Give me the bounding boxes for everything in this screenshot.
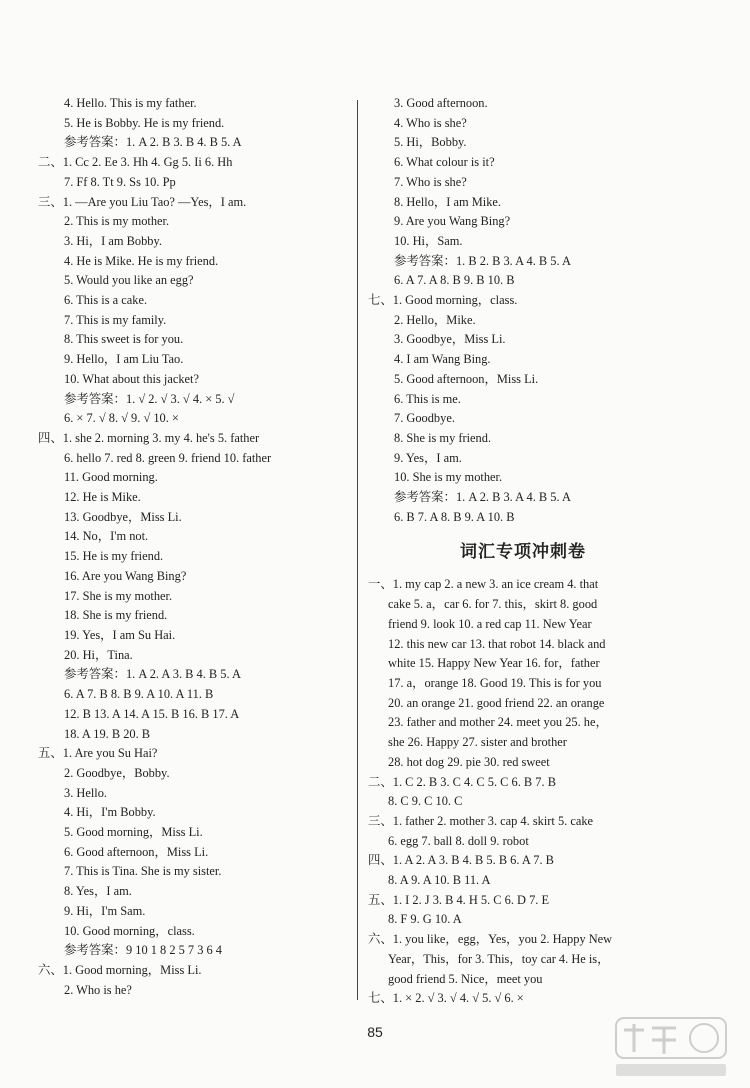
section-marker: 七、 xyxy=(368,293,393,308)
answer-text: 16. Are you Wang Bing? xyxy=(64,568,187,583)
answer-text: 3. Hello. xyxy=(64,785,108,800)
answer-line xyxy=(38,606,346,626)
answer-line xyxy=(38,468,346,488)
answer-line xyxy=(38,508,346,528)
answer-line xyxy=(368,311,678,331)
right-column xyxy=(368,94,678,1006)
answer-line xyxy=(38,784,346,804)
answer-text: 3. Good afternoon. xyxy=(394,96,488,110)
answer-text: 2. Who is he? xyxy=(64,982,132,997)
answer-line xyxy=(368,615,678,635)
answer-text: 28. hot dog 29. pie 30. red sweet xyxy=(388,754,550,769)
right-answers-top xyxy=(368,94,678,527)
answer-text: 8. F 9. G 10. A xyxy=(388,912,462,927)
answer-line xyxy=(368,330,678,350)
answer-line xyxy=(368,350,678,370)
answer-text: 6. A 7. B 8. B 9. A 10. A 11. B xyxy=(64,687,214,702)
answer-text: 6. B 7. A 8. B 9. A 10. B xyxy=(394,509,515,524)
answer-line xyxy=(38,744,346,764)
answer-text: 参考答案：1. A 2. B 3. B 4. B 5. A xyxy=(64,135,242,150)
answer-text: 4. Hello. This is my father. xyxy=(64,96,197,110)
answer-text: 4. He is Mike. He is my friend. xyxy=(64,253,219,268)
answer-text: 8. This sweet is for you. xyxy=(64,332,184,347)
watermark-logo-icon xyxy=(612,1014,730,1080)
answer-line xyxy=(38,922,346,942)
answer-line xyxy=(38,232,346,252)
answer-text: 12. B 13. A 14. A 15. B 16. B 17. A xyxy=(64,706,240,721)
answer-text: 1. C 2. B 3. C 4. C 5. C 6. B 7. B xyxy=(392,774,556,789)
answer-line xyxy=(368,133,678,153)
answer-line xyxy=(38,449,346,469)
answer-text: 8. A 9. A 10. B 11. A xyxy=(388,873,491,888)
answer-line xyxy=(38,212,346,232)
answer-text: 13. Goodbye，Miss Li. xyxy=(64,509,182,524)
answer-text: 15. He is my friend. xyxy=(64,549,164,564)
answer-text: 23. father and mother 24. meet you 25. he， xyxy=(388,715,608,730)
answer-line xyxy=(368,370,678,390)
answer-text: 7. Goodbye. xyxy=(394,411,455,426)
answer-line xyxy=(368,232,678,252)
section-marker: 六、 xyxy=(368,932,393,947)
answer-text: 5. Good morning，Miss Li. xyxy=(64,825,203,840)
answer-line xyxy=(38,390,346,410)
answer-text: 1. Are you Su Hai? xyxy=(62,746,158,761)
answer-line xyxy=(38,941,346,961)
answer-text: 7. This is my family. xyxy=(64,312,167,327)
answer-text: 5. He is Bobby. He is my friend. xyxy=(64,115,225,130)
answer-line xyxy=(38,862,346,882)
answer-line xyxy=(368,989,678,1009)
answer-text: 12. He is Mike. xyxy=(64,490,141,505)
answer-line xyxy=(38,153,346,173)
answer-text: Year，This，for 3. This，toy car 4. He is， xyxy=(388,951,610,966)
answer-text: 6. This is a cake. xyxy=(64,293,148,308)
answer-text: 3. Hi，I am Bobby. xyxy=(64,233,162,248)
answer-line xyxy=(38,527,346,547)
answer-text: 6. × 7. √ 8. √ 9. √ 10. × xyxy=(64,411,179,426)
answer-text: 8. Hello，I am Mike. xyxy=(394,194,502,209)
answer-line xyxy=(38,764,346,784)
answer-text: 5. Good afternoon，Miss Li. xyxy=(394,371,539,386)
answer-line xyxy=(38,409,346,429)
answer-text: 1. —Are you Liu Tao? —Yes，I am. xyxy=(62,194,247,209)
answer-text: 18. She is my friend. xyxy=(64,608,168,623)
answer-line xyxy=(368,449,678,469)
answer-line xyxy=(38,823,346,843)
answer-text: 2. Goodbye，Bobby. xyxy=(64,765,170,780)
answer-text: 12. this new car 13. that robot 14. black and xyxy=(388,636,606,651)
answer-line xyxy=(368,94,678,114)
answer-text: 1. Good morning，class. xyxy=(392,293,518,308)
answer-text: 11. Good morning. xyxy=(64,470,158,485)
answer-text: 1. I 2. J 3. B 4. H 5. C 6. D 7. E xyxy=(392,892,550,907)
answer-line xyxy=(368,271,678,291)
section-marker: 七、 xyxy=(368,991,393,1006)
answer-line xyxy=(368,153,678,173)
answer-text: 4. Who is she? xyxy=(394,115,467,130)
answer-line xyxy=(368,773,678,793)
section-marker: 六、 xyxy=(38,962,63,977)
answer-text: 5. Would you like an egg? xyxy=(64,273,194,288)
left-column xyxy=(38,94,346,997)
answer-line xyxy=(38,311,346,331)
answer-line xyxy=(38,646,346,666)
section-marker: 二、 xyxy=(38,155,63,170)
answer-text: 10. What about this jacket? xyxy=(64,371,199,386)
answer-text: 1. × 2. √ 3. √ 4. √ 5. √ 6. × xyxy=(392,991,524,1006)
answer-line xyxy=(368,871,678,891)
answer-line xyxy=(38,843,346,863)
answer-text: 6. This is me. xyxy=(394,391,461,406)
answer-line xyxy=(368,930,678,950)
answer-line xyxy=(38,725,346,745)
answer-text: 9. Hi，I'm Sam. xyxy=(64,903,146,918)
column-divider xyxy=(357,100,358,1000)
answer-text: 6. Good afternoon，Miss Li. xyxy=(64,844,209,859)
answer-line xyxy=(38,902,346,922)
answer-text: 参考答案：9 10 1 8 2 5 7 3 6 4 xyxy=(64,943,222,958)
answer-text: 10. Hi，Sam. xyxy=(394,233,463,248)
answer-text: good friend 5. Nice，meet you xyxy=(388,971,543,986)
answer-text: 5. Hi，Bobby. xyxy=(394,135,467,150)
answer-text: 9. Yes，I am. xyxy=(394,450,462,465)
answer-line xyxy=(368,508,678,528)
answer-text: 参考答案：1. √ 2. √ 3. √ 4. × 5. √ xyxy=(64,391,235,406)
answer-line xyxy=(38,330,346,350)
answer-text: 1. Cc 2. Ee 3. Hh 4. Gg 5. Ii 6. Hh xyxy=(62,155,233,170)
answer-line xyxy=(368,252,678,272)
answer-line xyxy=(368,753,678,773)
answer-text: 2. Hello，Mike. xyxy=(394,312,476,327)
answer-line xyxy=(368,575,678,595)
answer-line xyxy=(38,803,346,823)
answer-line xyxy=(368,193,678,213)
answer-text: 20. an orange 21. good friend 22. an orange xyxy=(388,695,605,710)
answer-text: 1. you like，egg，Yes，you 2. Happy New xyxy=(392,932,613,947)
answer-text: 4. Hi，I'm Bobby. xyxy=(64,805,156,820)
answer-line xyxy=(368,173,678,193)
section-marker: 五、 xyxy=(368,892,393,907)
answer-line xyxy=(38,252,346,272)
answer-text: 6. egg 7. ball 8. doll 9. robot xyxy=(388,833,529,848)
answer-line xyxy=(368,291,678,311)
answer-line xyxy=(368,812,678,832)
answer-text: 1. my cap 2. a new 3. an ice cream 4. that xyxy=(392,577,599,592)
answer-line xyxy=(38,193,346,213)
answer-text: 17. a，orange 18. Good 19. This is for you xyxy=(388,675,602,690)
answer-line xyxy=(38,567,346,587)
answer-line xyxy=(368,733,678,753)
answer-text: 4. I am Wang Bing. xyxy=(394,352,491,367)
answer-line xyxy=(38,981,346,1001)
answer-line xyxy=(38,370,346,390)
right-answers-bottom xyxy=(368,575,678,1008)
answer-text: 8. She is my friend. xyxy=(394,430,492,445)
answer-line xyxy=(368,654,678,674)
answer-text: 8. Yes，I am. xyxy=(64,884,132,899)
answer-text: white 15. Happy New Year 16. for，father xyxy=(388,656,600,671)
answer-text: 9. Hello，I am Liu Tao. xyxy=(64,352,184,367)
answer-text: 参考答案：1. A 2. B 3. A 4. B 5. A xyxy=(394,490,571,505)
answer-text: 参考答案：1. B 2. B 3. A 4. B 5. A xyxy=(394,253,571,268)
answer-text: 8. C 9. C 10. C xyxy=(388,794,463,809)
answer-line xyxy=(368,970,678,990)
answer-text: 2. This is my mother. xyxy=(64,214,170,229)
answer-line xyxy=(38,547,346,567)
section-marker: 一、 xyxy=(368,577,393,592)
answer-line xyxy=(368,635,678,655)
answer-line xyxy=(368,595,678,615)
answer-text: 9. Are you Wang Bing? xyxy=(394,214,511,229)
answer-text: 10. She is my mother. xyxy=(394,470,503,485)
answer-text: 7. Who is she? xyxy=(394,174,467,189)
answer-text: 17. She is my mother. xyxy=(64,588,173,603)
answer-line xyxy=(38,961,346,981)
answer-line xyxy=(38,882,346,902)
answer-line xyxy=(38,587,346,607)
answer-text: 7. Ff 8. Tt 9. Ss 10. Pp xyxy=(64,174,176,189)
answer-line xyxy=(38,133,346,153)
answer-text: 参考答案：1. A 2. A 3. B 4. B 5. A xyxy=(64,667,241,682)
answer-line xyxy=(368,674,678,694)
answer-text: 6. hello 7. red 8. green 9. friend 10. father xyxy=(64,450,272,465)
section-marker: 四、 xyxy=(38,430,63,445)
answer-text: 18. A 19. B 20. B xyxy=(64,726,151,741)
section-title: 词汇专项冲刺卷 xyxy=(460,542,586,563)
answer-text: 14. No，I'm not. xyxy=(64,529,149,544)
answer-text: 3. Goodbye，Miss Li. xyxy=(394,332,506,347)
answer-line xyxy=(38,685,346,705)
answer-line xyxy=(368,792,678,812)
answer-text: 10. Good morning，class. xyxy=(64,923,195,938)
answer-line xyxy=(38,271,346,291)
answer-line xyxy=(368,114,678,134)
answer-text: cake 5. a，car 6. for 7. this，skirt 8. good xyxy=(388,597,598,612)
answer-line xyxy=(38,705,346,725)
answer-line xyxy=(38,291,346,311)
answer-line xyxy=(368,212,678,232)
answer-line xyxy=(38,114,346,134)
section-marker: 四、 xyxy=(368,853,393,868)
answer-line xyxy=(368,713,678,733)
section-marker: 五、 xyxy=(38,746,63,761)
answer-line xyxy=(368,429,678,449)
answer-text: 20. Hi，Tina. xyxy=(64,647,133,662)
answer-line xyxy=(368,910,678,930)
answer-text: 6. A 7. A 8. B 9. B 10. B xyxy=(394,273,515,288)
section-marker: 三、 xyxy=(368,813,393,828)
answer-text: 19. Yes，I am Su Hai. xyxy=(64,627,176,642)
answer-text: 6. What colour is it? xyxy=(394,155,495,170)
answer-line xyxy=(368,950,678,970)
answer-text: 1. Good morning，Miss Li. xyxy=(62,962,202,977)
answer-text: she 26. Happy 27. sister and brother xyxy=(388,735,567,750)
answer-line xyxy=(368,468,678,488)
answer-line xyxy=(38,350,346,370)
answer-line xyxy=(368,409,678,429)
answer-line xyxy=(38,665,346,685)
answer-line xyxy=(368,488,678,508)
answer-text: 7. This is Tina. She is my sister. xyxy=(64,864,222,879)
answer-text: 1. she 2. morning 3. my 4. he's 5. father xyxy=(62,430,260,445)
answer-line xyxy=(38,626,346,646)
answer-line xyxy=(38,94,346,114)
answer-text: 1. father 2. mother 3. cap 4. skirt 5. cake xyxy=(392,813,594,828)
answer-text: 1. A 2. A 3. B 4. B 5. B 6. A 7. B xyxy=(392,853,554,868)
answer-line xyxy=(38,173,346,193)
answer-text: friend 9. look 10. a red cap 11. New Year xyxy=(388,616,592,631)
page-number: 85 xyxy=(367,1024,383,1040)
answer-line xyxy=(368,832,678,852)
answer-line xyxy=(368,694,678,714)
section-marker: 三、 xyxy=(38,194,63,209)
answer-line xyxy=(38,429,346,449)
section-marker: 二、 xyxy=(368,774,393,789)
answer-line xyxy=(368,851,678,871)
answer-line xyxy=(368,390,678,410)
answer-line xyxy=(368,891,678,911)
answer-line xyxy=(38,488,346,508)
